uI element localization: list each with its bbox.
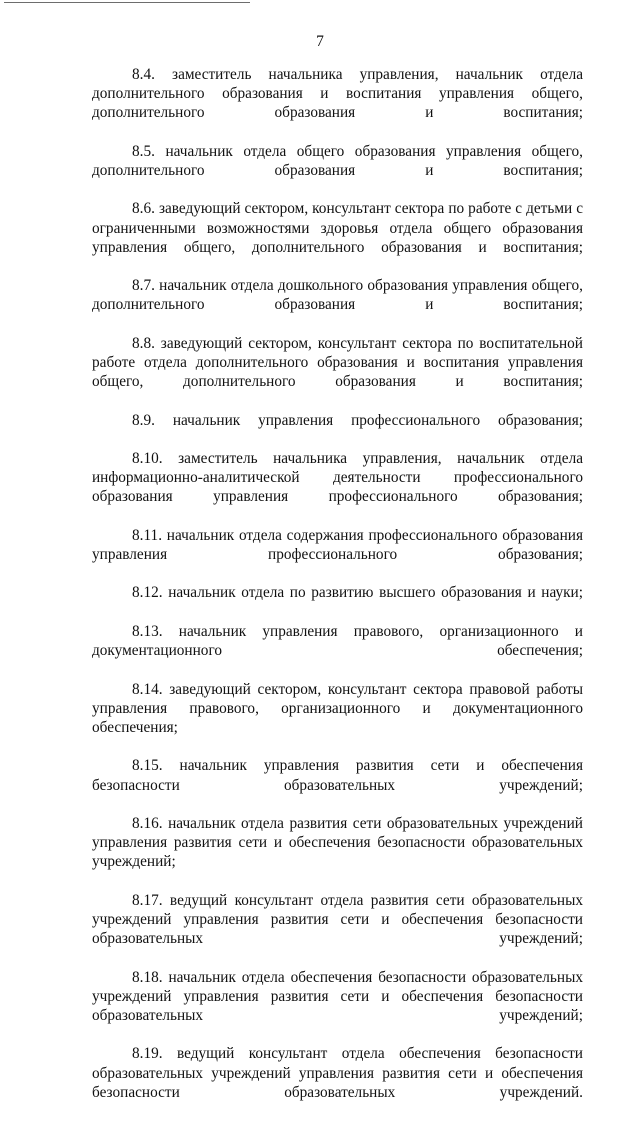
list-item-8-12: 8.12. начальник отдела по развитию высшего образования и науки; <box>132 584 583 602</box>
list-item-8-14: 8.14. заведующий сектором, консультант сектора правовой работы управления правового, организационного и документационного обеспечения; <box>92 680 583 736</box>
page-number: 7 <box>316 33 324 50</box>
list-item-8-15: 8.15. начальник управления развития сети и обеспечения безопасности образовательных учреждений; <box>92 757 583 794</box>
list-item-8-9: 8.9. начальник управления профессионального образования; <box>132 411 583 429</box>
list-item-8-7: 8.7. начальник отдела дошкольного образования управления общего, дополнительного образования и воспитания; <box>92 277 583 314</box>
list-item-8-18: 8.18. начальник отдела обеспечения безопасности образовательных учреждений управления развития сети и обеспечения безопасности образовательных учреждений; <box>92 968 583 1024</box>
list-item-8-6: 8.6. заведующий сектором, консультант сектора по работе с детьми с ограниченными возможностями здоровья отдела общего образования управления общего, дополнительного образования и воспитания; <box>92 200 583 256</box>
list-item-8-4: 8.4. заместитель начальника управления, начальник отдела дополнительного образования и воспитания управления общего, дополнительного образования и воспитания; <box>92 66 583 122</box>
list-item-8-17: 8.17. ведущий консультант отдела развития сети образовательных учреждений управления развития сети и обеспечения безопасности образовательных учреждений; <box>92 891 583 948</box>
list-item-8-10: 8.10. заместитель начальника управления, начальник отдела информационно-аналитической деятельности профессионального образования управления профессионального образования; <box>92 450 583 506</box>
list-item-8-8: 8.8. заведующий сектором, консультант сектора по воспитательной работе отдела дополнительного образования и воспитания управления общего, дополнительного образования и воспитания; <box>92 334 583 391</box>
list-item-8-16: 8.16. начальник отдела развития сети образовательных учреждений управления развития сети и обеспечения безопасности образовательных учреждений; <box>92 814 583 871</box>
top-scan-line <box>4 2 250 3</box>
list-item-8-19: 8.19. ведущий консультант отдела обеспечения безопасности образовательных учреждений управления развития сети и обеспечения безопасности образовательных учреждений. <box>92 1045 583 1101</box>
list-item-8-11: 8.11. начальник отдела содержания профессионального образования управления профессионального образования; <box>92 526 583 564</box>
document-body <box>92 65 583 1121</box>
list-item-8-5: 8.5. начальник отдела общего образования управления общего, дополнительного образования и воспитания; <box>92 142 583 180</box>
list-item-8-13: 8.13. начальник управления правового, организационного и документационного обеспечения; <box>92 622 583 660</box>
